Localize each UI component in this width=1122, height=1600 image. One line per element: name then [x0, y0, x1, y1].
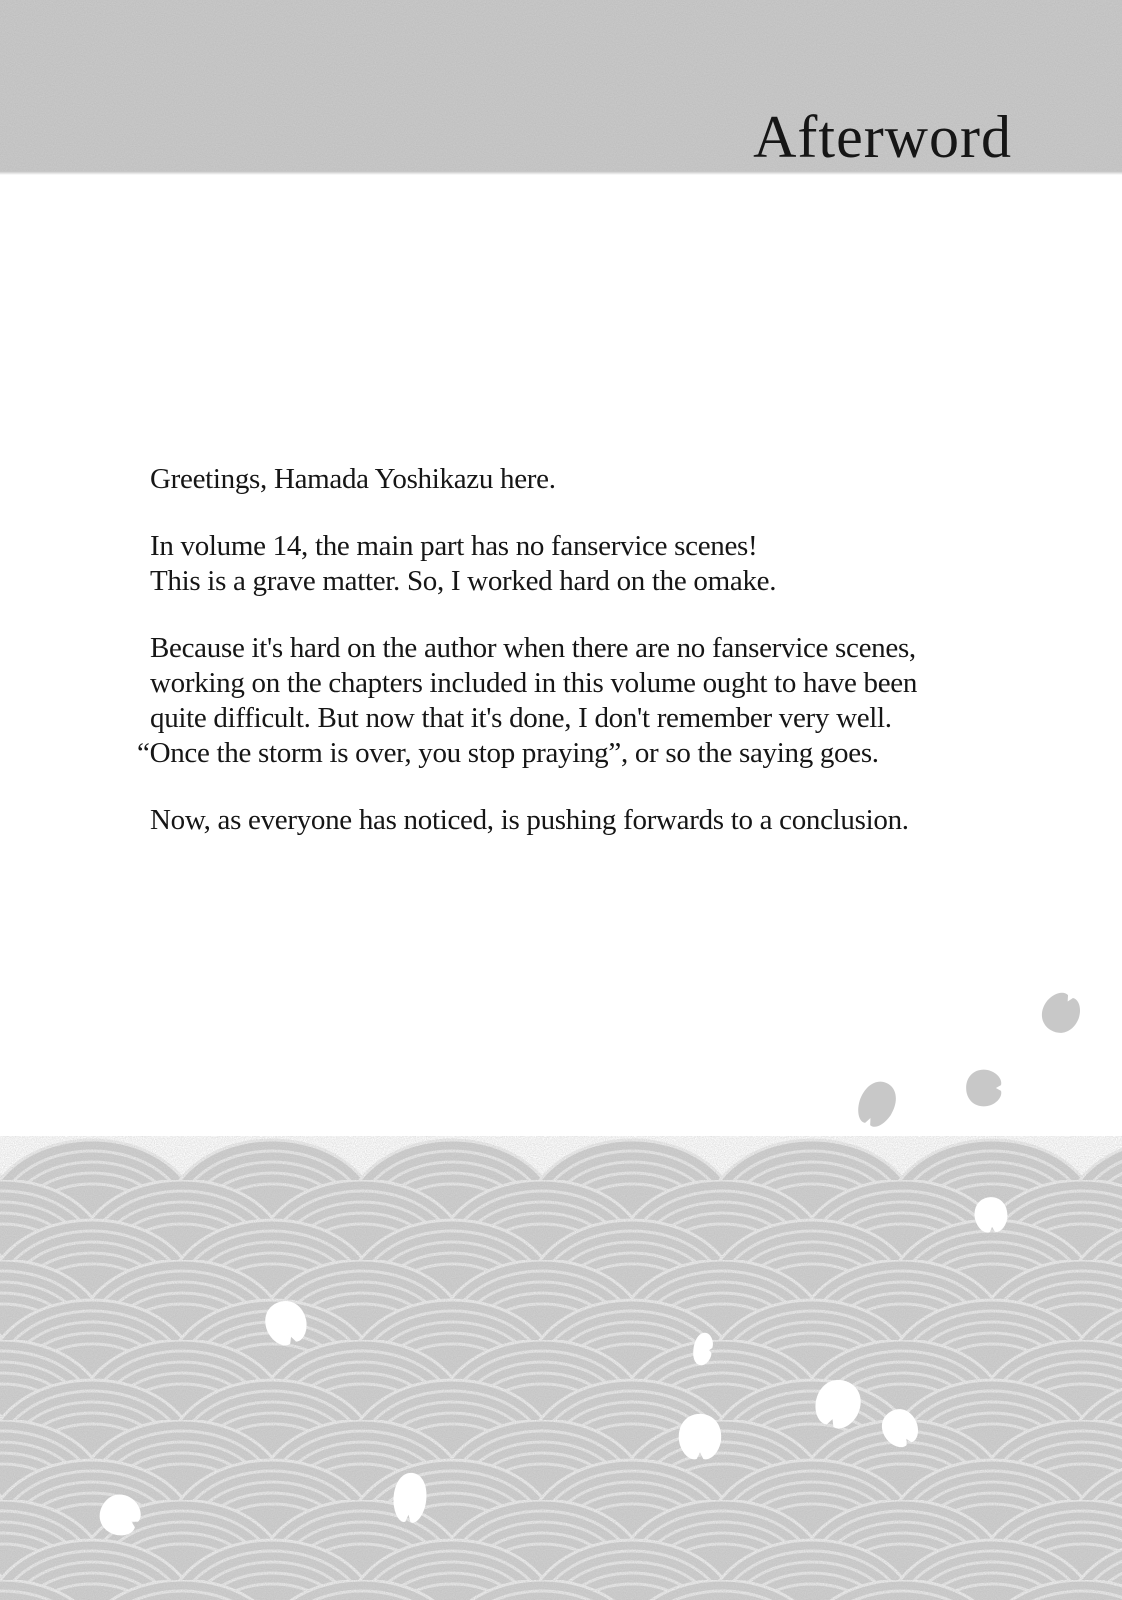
sakura-petal-icon [966, 1070, 1001, 1107]
wave-decoration [0, 960, 1122, 1600]
paragraph [150, 529, 1050, 599]
gray-petals [852, 987, 1087, 1132]
sakura-petal-icon [1035, 987, 1086, 1039]
text-line: Now, as everyone has noticed, is pushing forwards to a conclusion. [150, 804, 909, 836]
text-line: “Once the storm is over, you stop praying”, or so the saying goes. [137, 737, 879, 769]
sakura-petal-icon [852, 1076, 903, 1132]
text-line: This is a grave matter. So, I worked hard on the omake. [150, 565, 777, 597]
afterword-text [137, 462, 1050, 870]
paragraph [137, 631, 1050, 771]
text-line: In volume 14, the main part has no fanservice scenes! [150, 530, 758, 562]
wave-grain-texture [0, 1136, 1122, 1600]
text-line: working on the chapters included in this volume ought to have been [150, 667, 918, 699]
text-line: Greetings, Hamada Yoshikazu here. [150, 463, 556, 495]
page-title: Afterword [753, 104, 1012, 170]
header-band [0, 0, 1122, 171]
text-line: Because it's hard on the author when there are no fanservice scenes, [150, 632, 916, 664]
text-line: quite difficult. But now that it's done, I don't remember very well. [150, 702, 892, 734]
paragraph [150, 803, 1050, 838]
paragraph [150, 462, 1050, 497]
